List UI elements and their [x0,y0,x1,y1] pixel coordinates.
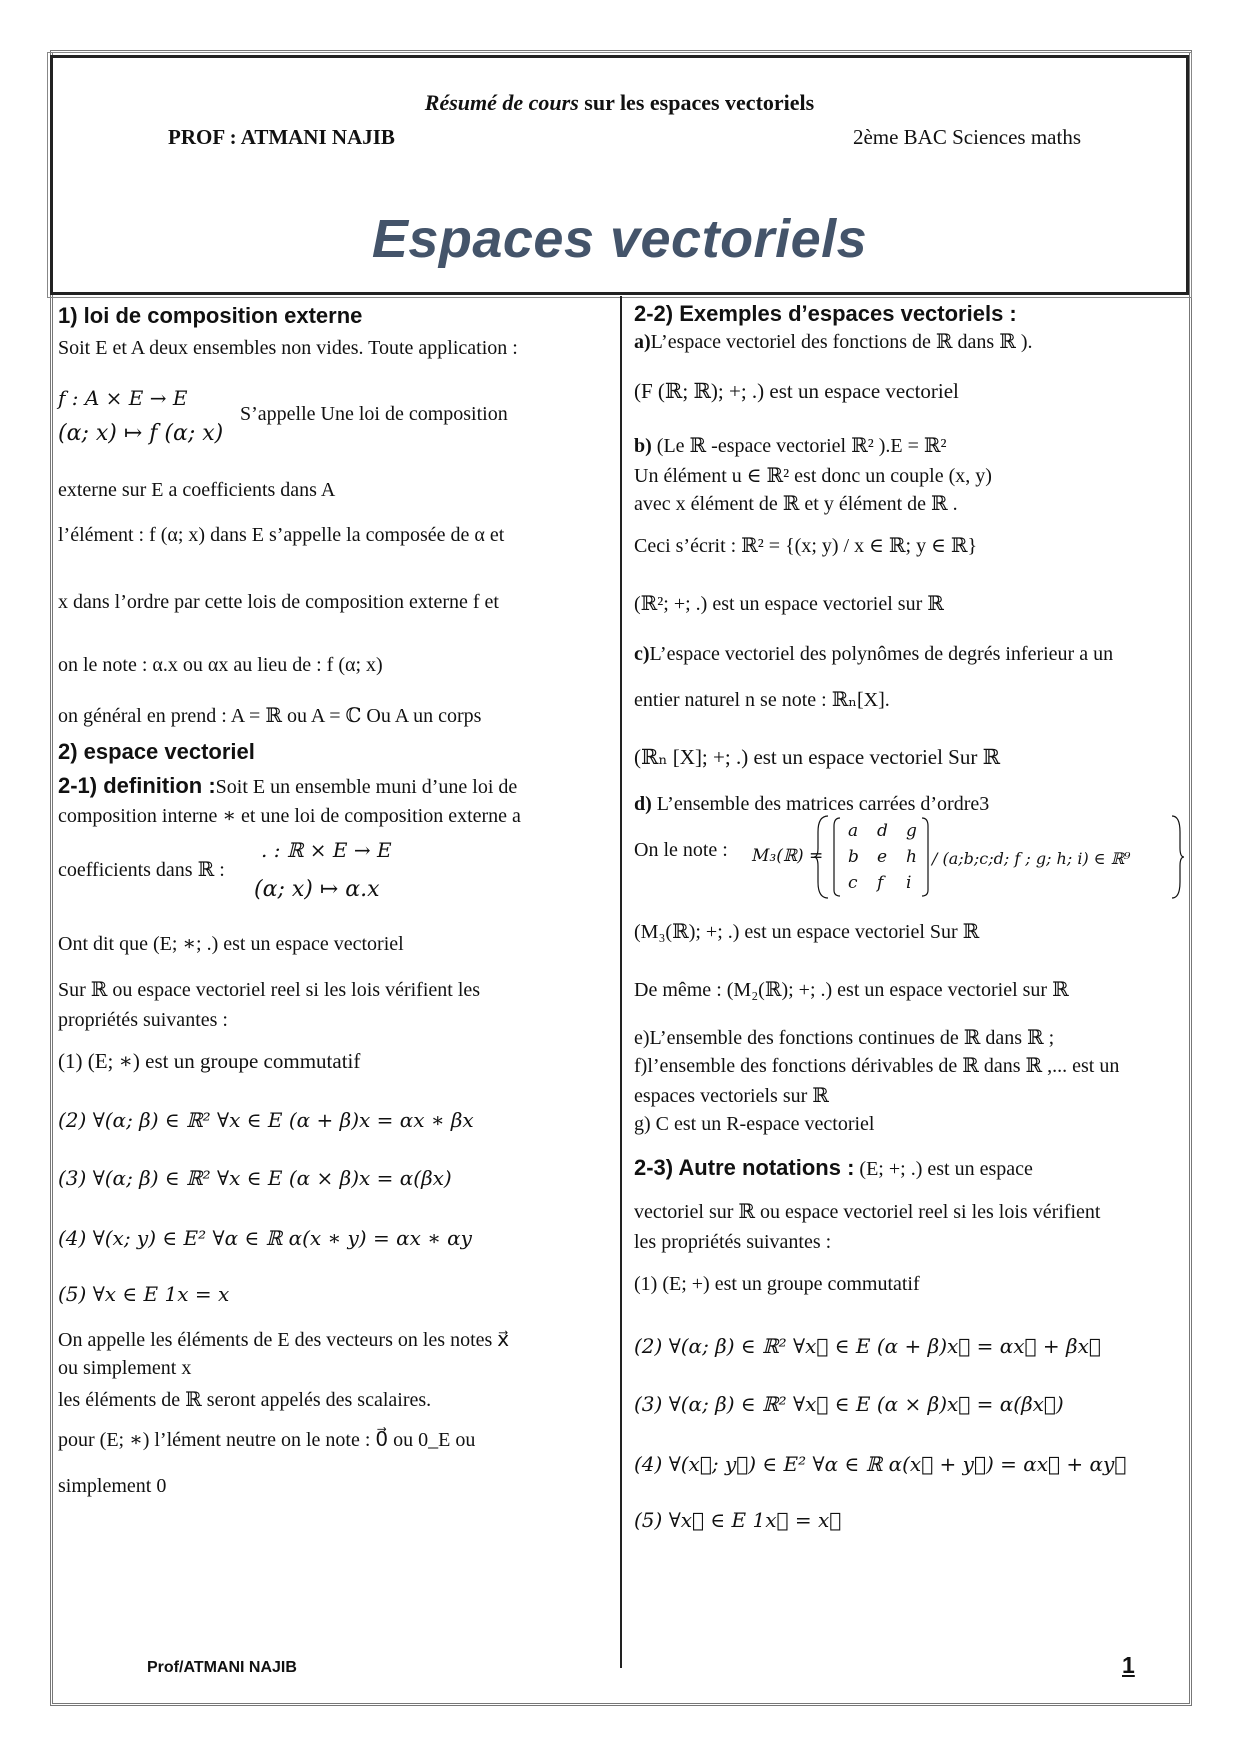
s1-appelle: S’appelle Une loi de composition [240,403,508,425]
example-g: g) C est un R-espace vectoriel [634,1113,875,1135]
example-e: e)L’ensemble des fonctions continues de ℝ dans ℝ ; [634,1027,1055,1049]
matrix-cell: d [877,821,888,841]
vectors-paragraph-1: On appelle les éléments de E des vecteurs on les notes x⃗ [58,1329,510,1351]
example-d-text: L’ensemble des matrices carrées d’ordre3 [651,793,990,815]
example-c-label: c) [634,643,650,665]
matrix-cell: b [848,847,859,867]
example-f-line-2: espaces vectoriels sur ℝ [634,1085,829,1107]
example-d-space: (M₃(ℝ); +; .) est un espace vectoriel Sur ℝ [634,921,980,943]
example-d-note: On le note : [634,839,728,861]
example-a-text: L’espace vectoriel des fonctions de ℝ dans ℝ ). [650,331,1033,353]
s1-paragraph-6: on général en prend : A = ℝ ou A = ℂ Ou A un corps [58,705,482,727]
section-1-title: 1) loi de composition externe [58,303,363,328]
matrix-cell: h [906,847,917,867]
example-a-space: (F (ℝ; ℝ); +; .) est un espace vectoriel [634,379,959,403]
column-divider [620,296,622,1668]
example-f-line-1: f)l’ensemble des fonctions dérivables de ℝ dans ℝ ,... est un [634,1055,1120,1077]
course-summary-title [53,90,1186,116]
scalars-paragraph: les éléments de ℝ seront appelés des scalaires. [58,1389,432,1411]
matrix-cell: i [906,873,912,893]
section-2-1-title: 2-1) definition : [58,773,216,798]
s1-paragraph-1: Soit E et A deux ensembles non vides. Toute application : [58,337,518,359]
property-2: (2) ∀(α; β) ∈ ℝ² ∀x ∈ E (α + β)x = αx ∗ βx [58,1108,474,1132]
s21-map-line-2: (α; x) ↦ α.x [254,877,380,902]
s1-paragraph-5: on le note : α.x ou αx au lieu de : f (α; x) [58,654,383,676]
property-3: (3) ∀(α; β) ∈ ℝ² ∀x ∈ E (α × β)x = α(βx) [58,1166,452,1190]
example-c-space: (ℝₙ [X]; +; .) est un espace vectoriel Sur ℝ [634,745,1001,769]
property-4: (4) ∀(x; y) ∈ E² ∀α ∈ ℝ α(x ∗ y) = αx ∗ αy [58,1226,472,1250]
rproperty-2: (2) ∀(α; β) ∈ ℝ² ∀x⃗ ∈ E (α + β)x⃗ = αx⃗ + βx⃗ [634,1334,1101,1358]
s1-paragraph-4: x dans l’ordre par cette lois de composition externe f et [58,591,499,613]
s21-paragraph-2: composition interne ∗ et une loi de composition externe a [58,805,521,827]
resume-label: Résumé de cours [424,90,579,115]
example-b-space: (ℝ²; +; .) est un espace vectoriel sur ℝ [634,593,944,615]
s21-paragraph-4: Sur ℝ ou espace vectoriel reel si les lois vérifient les [58,979,481,1001]
rproperty-4: (4) ∀(x⃗; y⃗) ∈ E² ∀α ∈ ℝ α(x⃗ + y⃗) = αx⃗ + αy⃗ [634,1452,1127,1476]
matrix-cell: f [877,873,884,893]
example-b-line-3: Ceci s’écrit : ℝ² = {(x; y) / x ∈ ℝ; y ∈ ℝ} [634,535,978,557]
example-c-line-1: entier naturel n se note : ℝₙ[X]. [634,689,890,711]
example-b-label: b) [634,435,652,457]
s23-paragraph-2: vectoriel sur ℝ ou espace vectoriel reel si les lois vérifient [634,1201,1101,1223]
section-2-3-title: 2-3) Autre notations : [634,1155,855,1180]
rproperty-1: (1) (E; +) est un groupe commutatif [634,1273,920,1295]
s1-map-line-2: (α; x) ↦ f (α; x) [58,421,224,446]
subject-label: sur les espaces vectoriels [578,90,815,115]
example-b-text: (Le ℝ -espace vectoriel ℝ² ).E = ℝ² [651,435,947,457]
example-b-line-1: Un élément u ∈ ℝ² est donc un couple (x, y) [634,465,992,487]
s21-paragraph-1: Soit E un ensemble muni d’une loi de [215,776,518,798]
simply-zero: simplement 0 [58,1475,167,1497]
vectors-paragraph-2: ou simplement x [58,1357,192,1379]
property-1: (1) (E; ∗) est un groupe commutatif [58,1049,361,1073]
matrix-cell: c [848,873,858,893]
example-a-label: a) [634,331,651,353]
footer-author: Prof/ATMANI NAJIB [147,1659,297,1676]
s1-paragraph-2: externe sur E a coefficients dans A [58,479,336,501]
matrix-cell: e [877,847,888,867]
s23-paragraph-1: (E; +; .) est un espace [854,1158,1033,1180]
matrix-condition: / (a;b;c;d; f ; g; h; i) ∈ ℝ⁹ [932,849,1131,868]
property-5: (5) ∀x ∈ E 1x = x [58,1282,230,1306]
s21-paragraph-5: propriétés suivantes : [58,1009,228,1031]
s21-map-line-1: . : ℝ × E → E [261,838,392,862]
example-d-label: d) [634,793,652,815]
s1-paragraph-3: l’élément : f (α; x) dans E s’appelle la composée de α et [58,524,505,546]
matrix-cell: g [906,821,917,841]
s23-paragraph-3: les propriétés suivantes : [634,1231,832,1253]
header-box [50,55,1189,295]
matrix-set [814,812,1184,902]
section-2-2-title: 2-2) Exemples d’espaces vectoriels : [634,301,1017,326]
s21-coefficients: coefficients dans ℝ : [58,859,225,881]
matrix-m3-label: M₃(ℝ) = [752,846,824,866]
page-number: 1 [1122,1652,1135,1678]
rproperty-5: (5) ∀x⃗ ∈ E 1x⃗ = x⃗ [634,1508,842,1532]
neutral-element-paragraph: pour (E; ∗) l’lément neutre on le note : 0⃗ ou 0_E ou [58,1429,476,1451]
example-c-text: L’espace vectoriel des polynômes de degrés inferieur a un [649,643,1114,665]
section-2-title: 2) espace vectoriel [58,739,255,764]
s21-paragraph-3: Ont dit que (E; ∗; .) est un espace vectoriel [58,933,404,955]
s1-map-line-1: f : A × E → E [58,386,188,410]
example-b-line-2: avec x élément de ℝ et y élément de ℝ . [634,493,958,515]
prof-name: PROF : ATMANI NAJIB [168,125,395,149]
rproperty-3: (3) ∀(α; β) ∈ ℝ² ∀x⃗ ∈ E (α × β)x⃗ = α(βx⃗) [634,1392,1064,1416]
example-d-m2-space: De même : (M₂(ℝ); +; .) est un espace vectoriel sur ℝ [634,979,1069,1001]
matrix-cell: a [848,821,859,841]
page-title: Espaces vectoriels [371,209,868,269]
class-level: 2ème BAC Sciences maths [852,125,1081,149]
